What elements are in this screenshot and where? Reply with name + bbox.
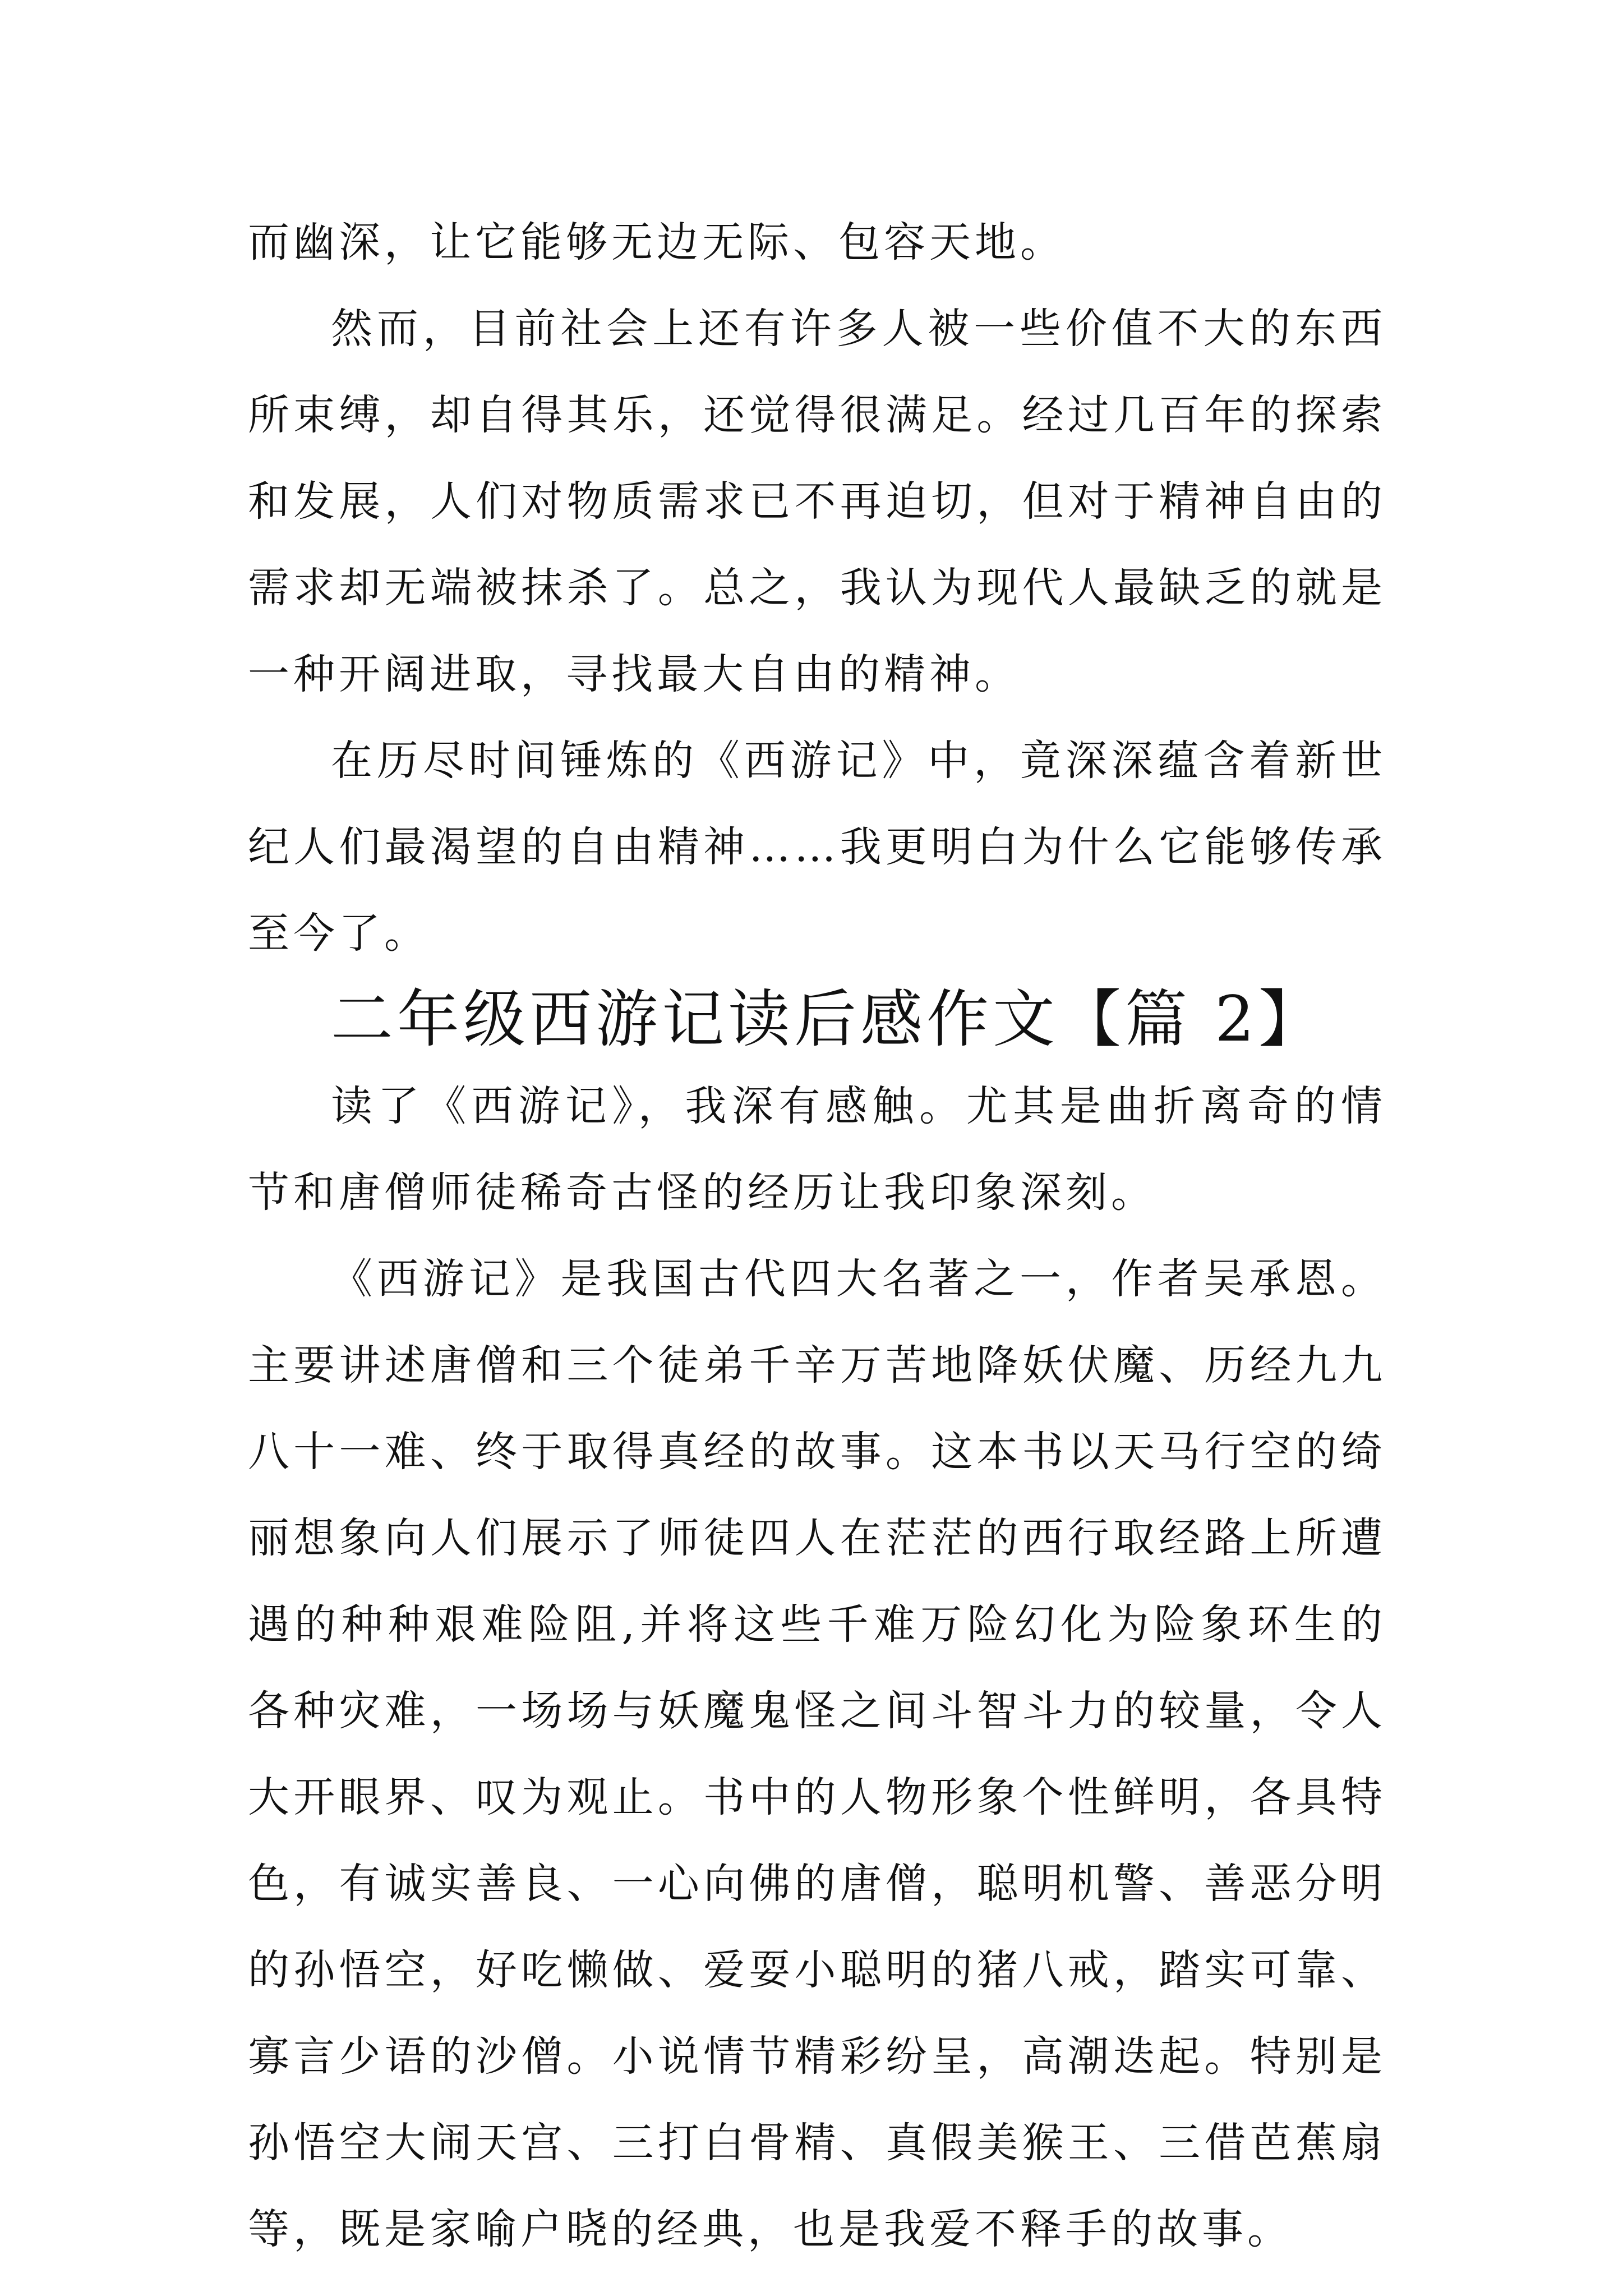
paragraph-continuation: 而幽深，让它能够无边无际、包容天地。 bbox=[248, 218, 1066, 266]
section-title: 二年级西游记读后感作文【篇 2】 bbox=[331, 983, 1325, 1056]
paragraph-section2-body: 《西游记》是我国古代四大名著之一，作者吴承恩。主要讲述唐僧和三个徒弟千辛万苦地降妖伏魔、历经九九八十一难、终于取得真经的故事。这本书以天马行空的绮丽想象向人们展示了师徒四人在茫茫的西行取经路上所遭遇的种种艰难险阻,并将这些千难万险幻化为险象环生的各种灾难，一场场与妖魔鬼怪之间斗智斗力的较量，令人大开眼界、叹为观止。书中的人物形象个性鲜明，各具特色，有诚实善良、一心向佛的唐僧，聪明机警、善恶分明的孙悟空，好吃懒做、爱耍小聪明的猪八戒，踏实可靠、寡言少语的沙僧。小说情节精彩纷呈，高潮迭起。特别是孙悟空大闹天宫、三打白骨精、真假美猴王、三借芭蕉扇等，既是家喻户晓的经典，也是我爱不释手的故事。 bbox=[248, 1255, 1386, 2253]
paragraph-section2-intro: 读了《西游记》，我深有感触。尤其是曲折离奇的情节和唐僧师徒稀奇古怪的经历让我印象深刻。 bbox=[248, 1082, 1386, 1217]
paragraph-conclusion: 在历尽时间锤炼的《西游记》中，竟深深蕴含着新世纪人们最渴望的自由精神……我更明白为什么它能够传承至今了。 bbox=[248, 737, 1386, 958]
document-page bbox=[248, 199, 1386, 2272]
paragraph-however: 然而，目前社会上还有许多人被一些价值不大的东西所束缚，却自得其乐，还觉得很满足。经过几百年的探索和发展，人们对物质需求已不再迫切，但对于精神自由的需求却无端被抹杀了。总之，我认为现代人最缺乏的就是一种开阔进取，寻找最大自由的精神。 bbox=[248, 305, 1386, 698]
